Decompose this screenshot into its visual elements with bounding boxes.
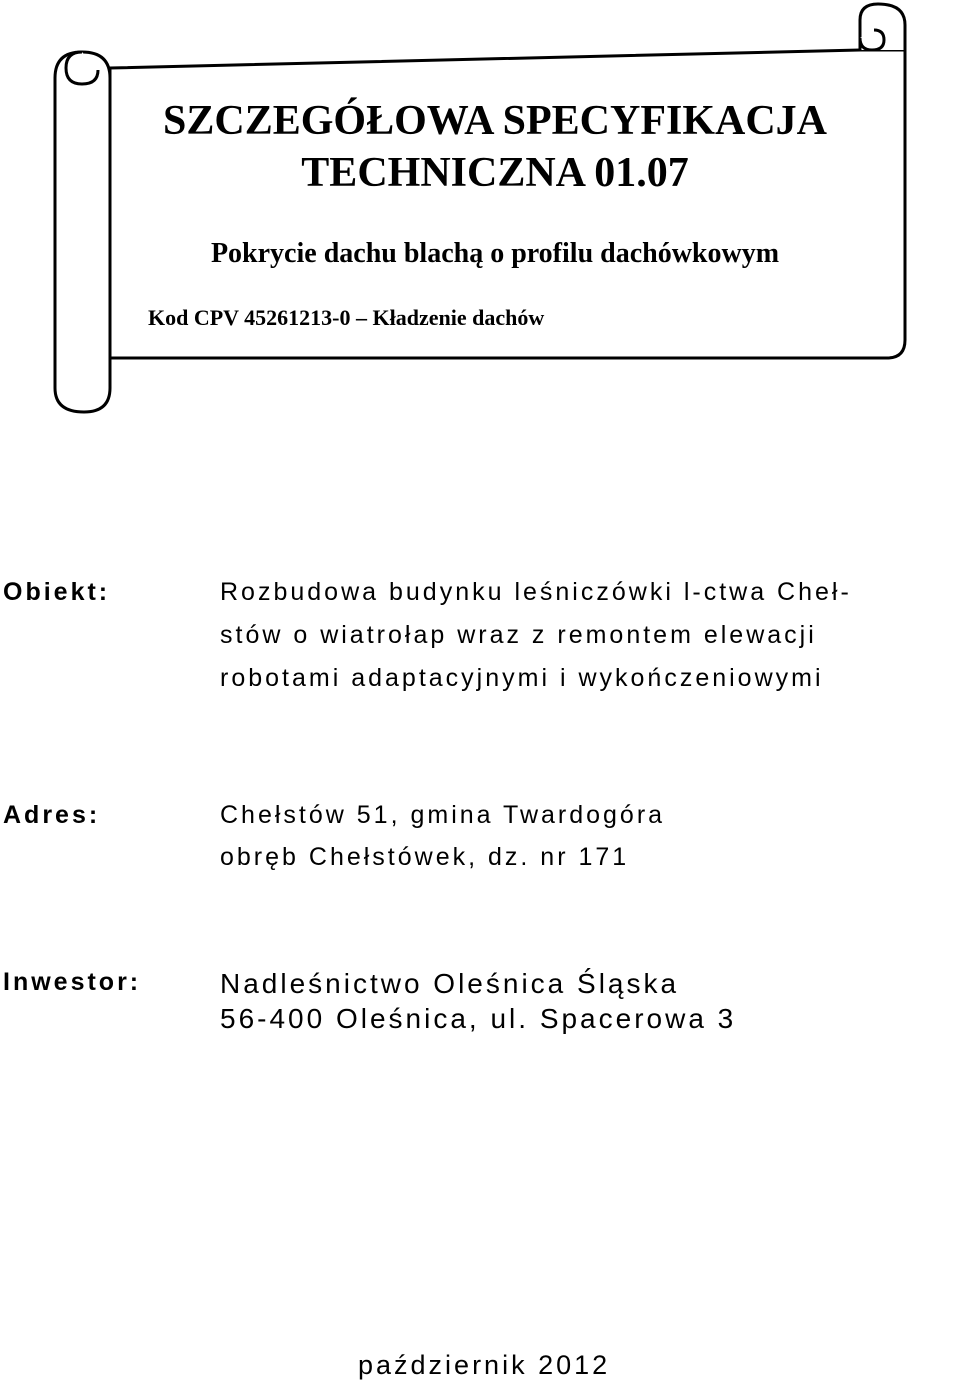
document-title-line-1: SZCZEGÓŁOWA SPECYFIKACJA xyxy=(163,98,827,144)
object-label: Obiekt: xyxy=(3,578,111,606)
investor-label: Inwestor: xyxy=(3,968,142,996)
document-date: październik 2012 xyxy=(358,1350,611,1380)
investor-line: 56-400 Oleśnica, ul. Spacerowa 3 xyxy=(220,1003,737,1034)
cpv-code: Kod CPV 45261213-0 – Kładzenie dachów xyxy=(148,305,545,330)
object-line: stów o wiatrołap wraz z remontem elewacji xyxy=(220,621,817,649)
document-subtitle: Pokrycie dachu blachą o profilu dachówkowym xyxy=(210,238,780,269)
address-line: Chełstów 51, gmina Twardogóra xyxy=(220,801,666,829)
address-label: Adres: xyxy=(3,801,101,829)
object-line: Rozbudowa budynku leśniczówki l-ctwa Cheł- xyxy=(220,578,852,606)
investor-value xyxy=(220,970,736,1040)
address-line: obręb Chełstówek, dz. nr 171 xyxy=(220,843,630,871)
object-description xyxy=(220,580,950,709)
object-line: robotami adaptacyjnymi i wykończeniowymi xyxy=(220,664,824,692)
scroll-banner-frame xyxy=(0,0,960,430)
document-title-line-2: TECHNICZNA 01.07 xyxy=(301,150,689,196)
address-value xyxy=(220,803,665,887)
investor-line: Nadleśnictwo Oleśnica Śląska xyxy=(220,968,680,999)
